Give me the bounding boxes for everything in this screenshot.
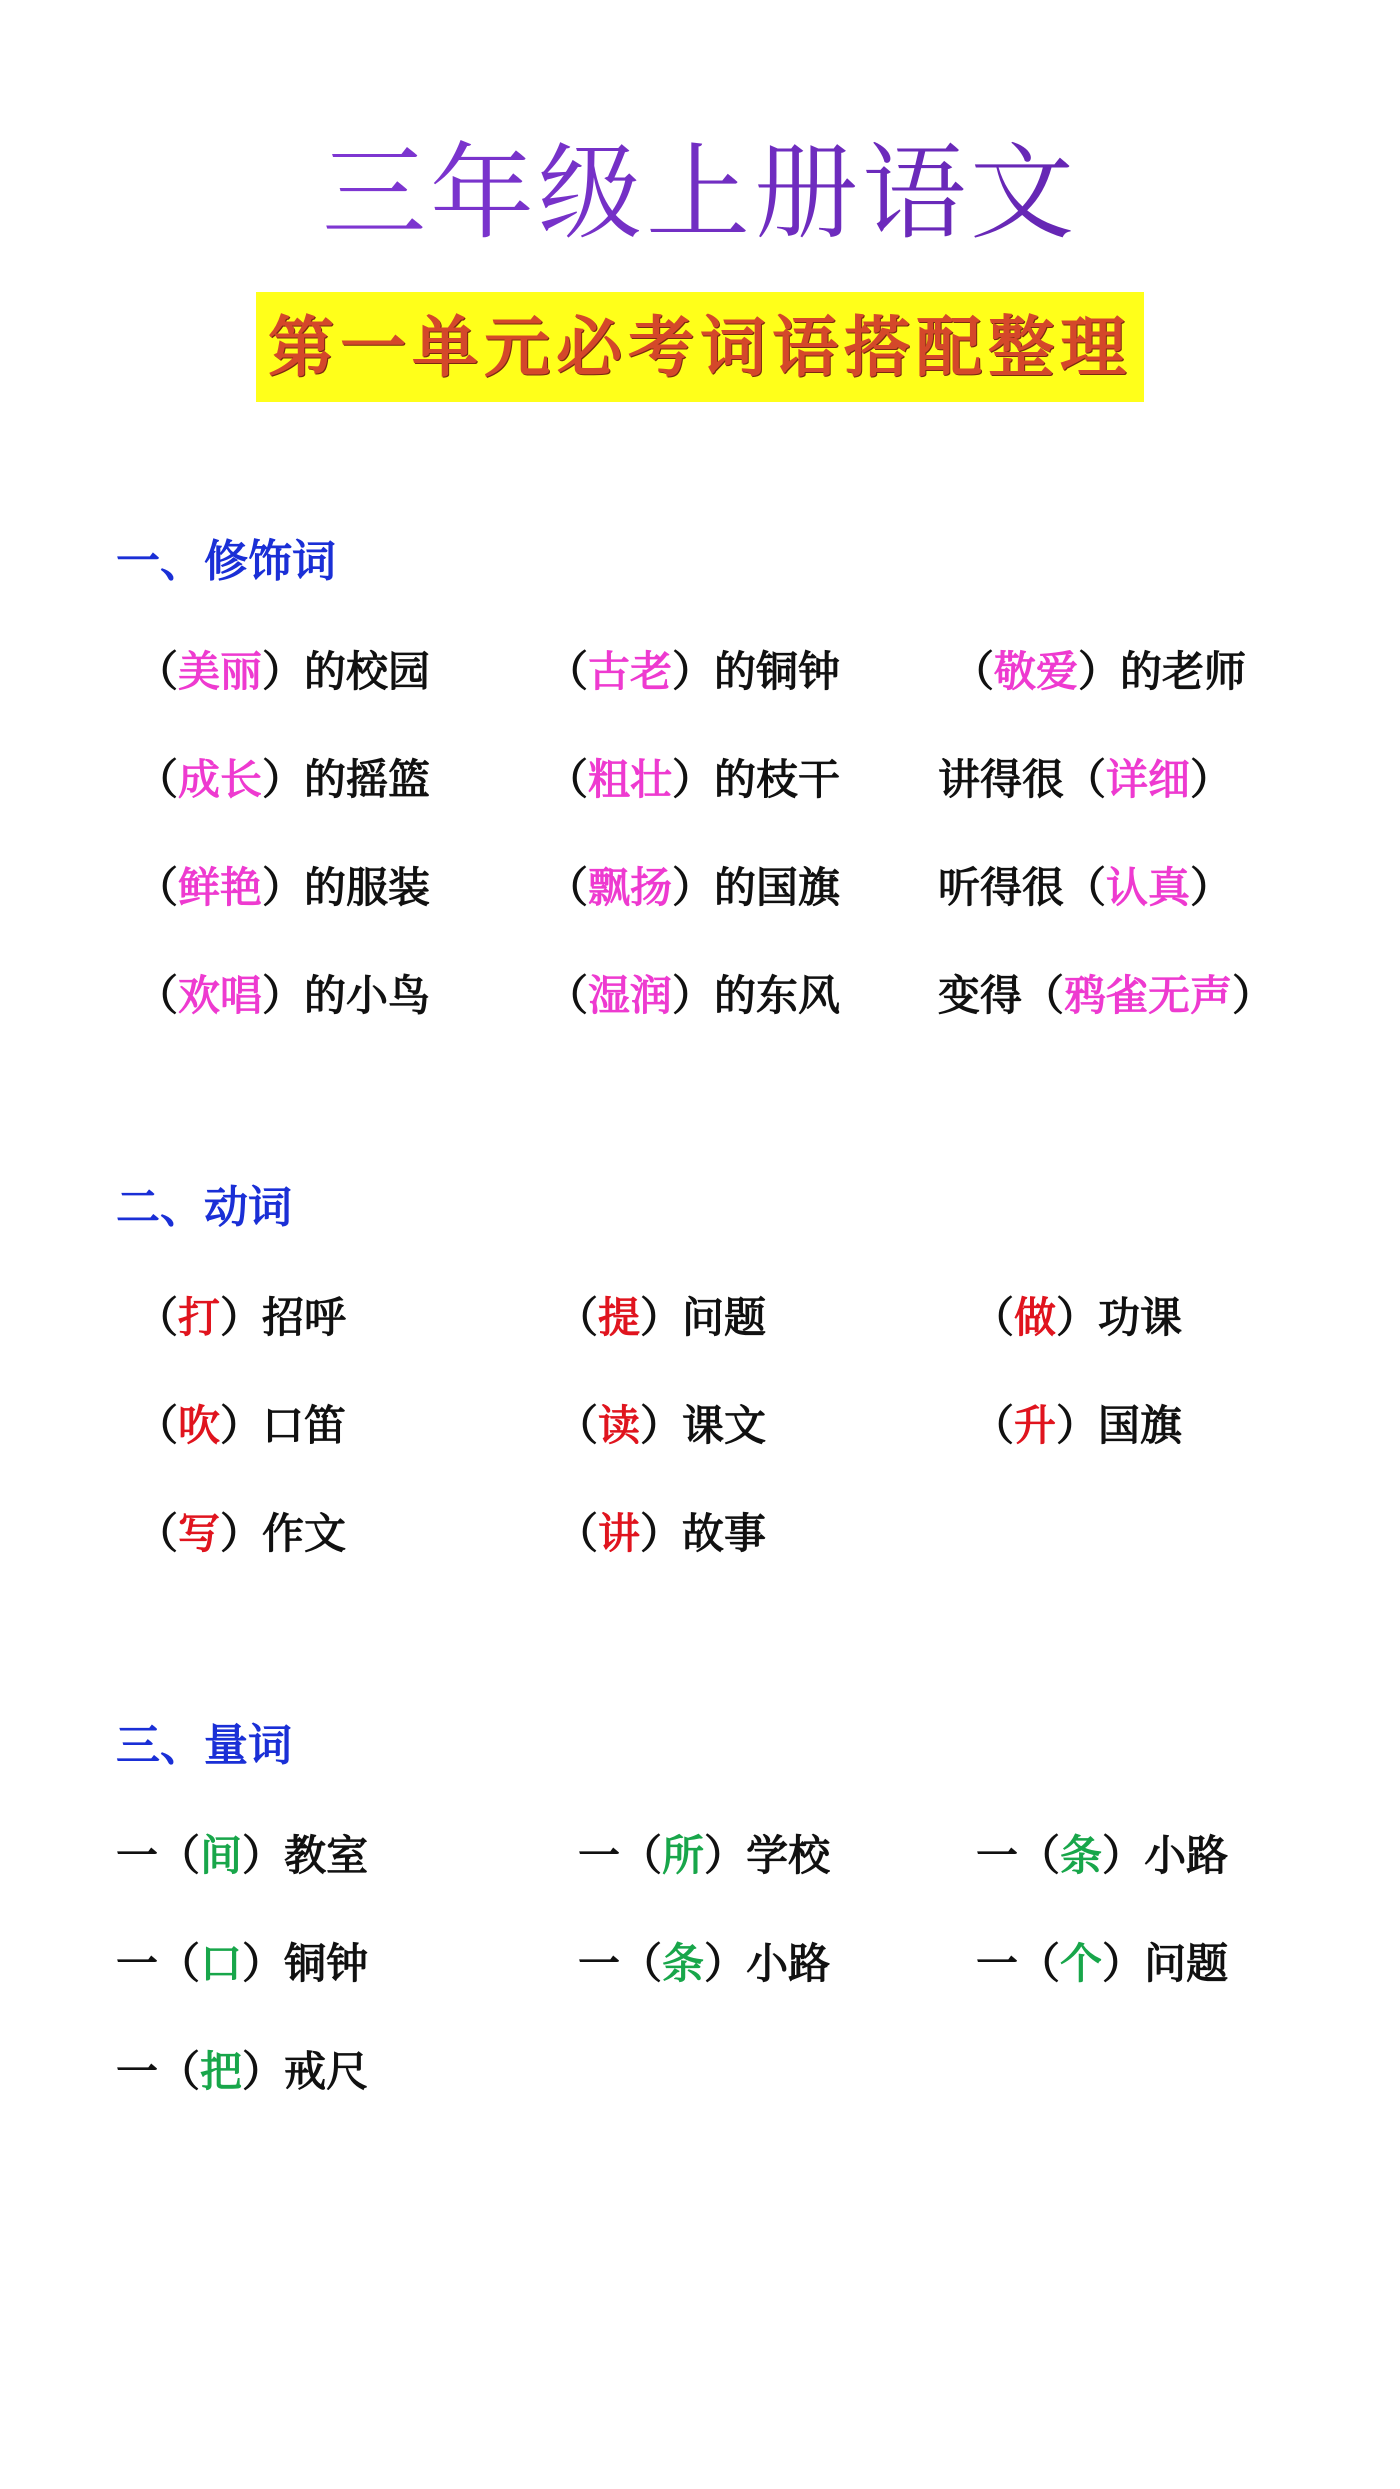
phrase-suffix: 的老师 (1120, 647, 1247, 696)
phrase-item: （做）功课 (972, 1293, 1183, 1342)
subtitle: 第一单元必考词语搭配整理 (256, 292, 1144, 402)
phrase-keyword: 提 (598, 1293, 641, 1342)
phrase-suffix: 的校园 (304, 647, 431, 696)
phrase-prefix: 讲得很 (938, 755, 1065, 804)
phrase-prefix: 一 (116, 2047, 159, 2096)
phrase-keyword: 做 (1014, 1293, 1057, 1342)
page-title: 三年级上册语文 (0, 128, 1400, 258)
phrase-suffix: 小路 (746, 1939, 831, 1988)
phrase-suffix: 戒尺 (284, 2047, 369, 2096)
phrase-item: 一（口）铜钟 (116, 1939, 369, 1988)
phrase-item: 一（间）教室 (116, 1831, 369, 1880)
phrase-keyword: 吹 (178, 1401, 221, 1450)
phrase-suffix: 的小鸟 (304, 971, 431, 1020)
phrase-item: （打）招呼 (136, 1293, 347, 1342)
phrase-prefix: 变得 (938, 971, 1023, 1020)
phrase-suffix: 国旗 (1098, 1401, 1183, 1450)
phrase-item: （读）课文 (556, 1401, 767, 1450)
phrase-suffix: 的摇篮 (304, 755, 431, 804)
phrase-item: （鲜艳）的服装 (136, 863, 431, 912)
phrase-item: （古老）的铜钟 (546, 647, 841, 696)
phrase-prefix: 一 (976, 1831, 1019, 1880)
section-title-verbs: 二、动词 (116, 1182, 292, 1233)
subtitle-banner (0, 292, 1400, 402)
phrase-keyword: 敬爱 (994, 647, 1079, 696)
phrase-keyword: 湿润 (588, 971, 673, 1020)
phrase-item: 一（个）问题 (976, 1939, 1229, 1988)
phrase-suffix: 口笛 (262, 1401, 347, 1450)
phrase-item: （吹）口笛 (136, 1401, 347, 1450)
phrase-suffix: 的铜钟 (714, 647, 841, 696)
phrase-suffix: 课文 (682, 1401, 767, 1450)
phrase-keyword: 粗壮 (588, 755, 673, 804)
phrase-suffix: 问题 (1144, 1939, 1229, 1988)
phrase-suffix: 的枝干 (714, 755, 841, 804)
phrase-prefix: 一 (976, 1939, 1019, 1988)
phrase-item: 一（条）小路 (578, 1939, 831, 1988)
phrase-suffix: 学校 (746, 1831, 831, 1880)
phrase-item: 听得很（认真） (938, 863, 1233, 912)
phrase-keyword: 鸦雀无声 (1064, 971, 1233, 1020)
phrase-item: 一（条）小路 (976, 1831, 1229, 1880)
phrase-item: （敬爱）的老师 (952, 647, 1247, 696)
phrase-prefix: 一 (578, 1939, 621, 1988)
phrase-prefix: 一 (116, 1831, 159, 1880)
phrase-item: （飘扬）的国旗 (546, 863, 841, 912)
phrase-suffix: 招呼 (262, 1293, 347, 1342)
phrase-keyword: 口 (200, 1939, 243, 1988)
phrase-item: （升）国旗 (972, 1401, 1183, 1450)
phrase-suffix: 的东风 (714, 971, 841, 1020)
phrase-suffix: 教室 (284, 1831, 369, 1880)
section-title-modifiers: 一、修饰词 (116, 536, 336, 587)
phrase-suffix: 问题 (682, 1293, 767, 1342)
phrase-item: 变得（鸦雀无声） (938, 971, 1275, 1020)
phrase-keyword: 美丽 (178, 647, 263, 696)
phrase-keyword: 讲 (598, 1509, 641, 1558)
phrase-keyword: 个 (1060, 1939, 1103, 1988)
phrase-keyword: 打 (178, 1293, 221, 1342)
phrase-keyword: 升 (1014, 1401, 1057, 1450)
phrase-keyword: 认真 (1106, 863, 1191, 912)
phrase-item: （提）问题 (556, 1293, 767, 1342)
phrase-item: 一（把）戒尺 (116, 2047, 369, 2096)
phrase-item: （湿润）的东风 (546, 971, 841, 1020)
phrase-suffix: 作文 (262, 1509, 347, 1558)
phrase-keyword: 把 (200, 2047, 243, 2096)
phrase-item: （粗壮）的枝干 (546, 755, 841, 804)
phrase-suffix: 的服装 (304, 863, 431, 912)
phrase-suffix: 小路 (1144, 1831, 1229, 1880)
phrase-keyword: 读 (598, 1401, 641, 1450)
phrase-keyword: 欢唱 (178, 971, 263, 1020)
phrase-suffix: 的国旗 (714, 863, 841, 912)
phrase-item: 一（所）学校 (578, 1831, 831, 1880)
phrase-prefix: 一 (116, 1939, 159, 1988)
phrase-keyword: 写 (178, 1509, 221, 1558)
phrase-keyword: 飘扬 (588, 863, 673, 912)
phrase-keyword: 详细 (1106, 755, 1191, 804)
phrase-item: （美丽）的校园 (136, 647, 431, 696)
phrase-prefix: 听得很 (938, 863, 1065, 912)
section-title-measures: 三、量词 (116, 1720, 292, 1771)
phrase-keyword: 所 (662, 1831, 705, 1880)
phrase-item: 讲得很（详细） (938, 755, 1233, 804)
phrase-keyword: 鲜艳 (178, 863, 263, 912)
phrase-item: （欢唱）的小鸟 (136, 971, 431, 1020)
phrase-suffix: 故事 (682, 1509, 767, 1558)
phrase-suffix: 功课 (1098, 1293, 1183, 1342)
phrase-prefix: 一 (578, 1831, 621, 1880)
phrase-keyword: 条 (662, 1939, 705, 1988)
phrase-item: （成长）的摇篮 (136, 755, 431, 804)
phrase-item: （讲）故事 (556, 1509, 767, 1558)
phrase-keyword: 古老 (588, 647, 673, 696)
phrase-keyword: 条 (1060, 1831, 1103, 1880)
phrase-suffix: 铜钟 (284, 1939, 369, 1988)
phrase-item: （写）作文 (136, 1509, 347, 1558)
phrase-keyword: 成长 (178, 755, 263, 804)
phrase-keyword: 间 (200, 1831, 243, 1880)
